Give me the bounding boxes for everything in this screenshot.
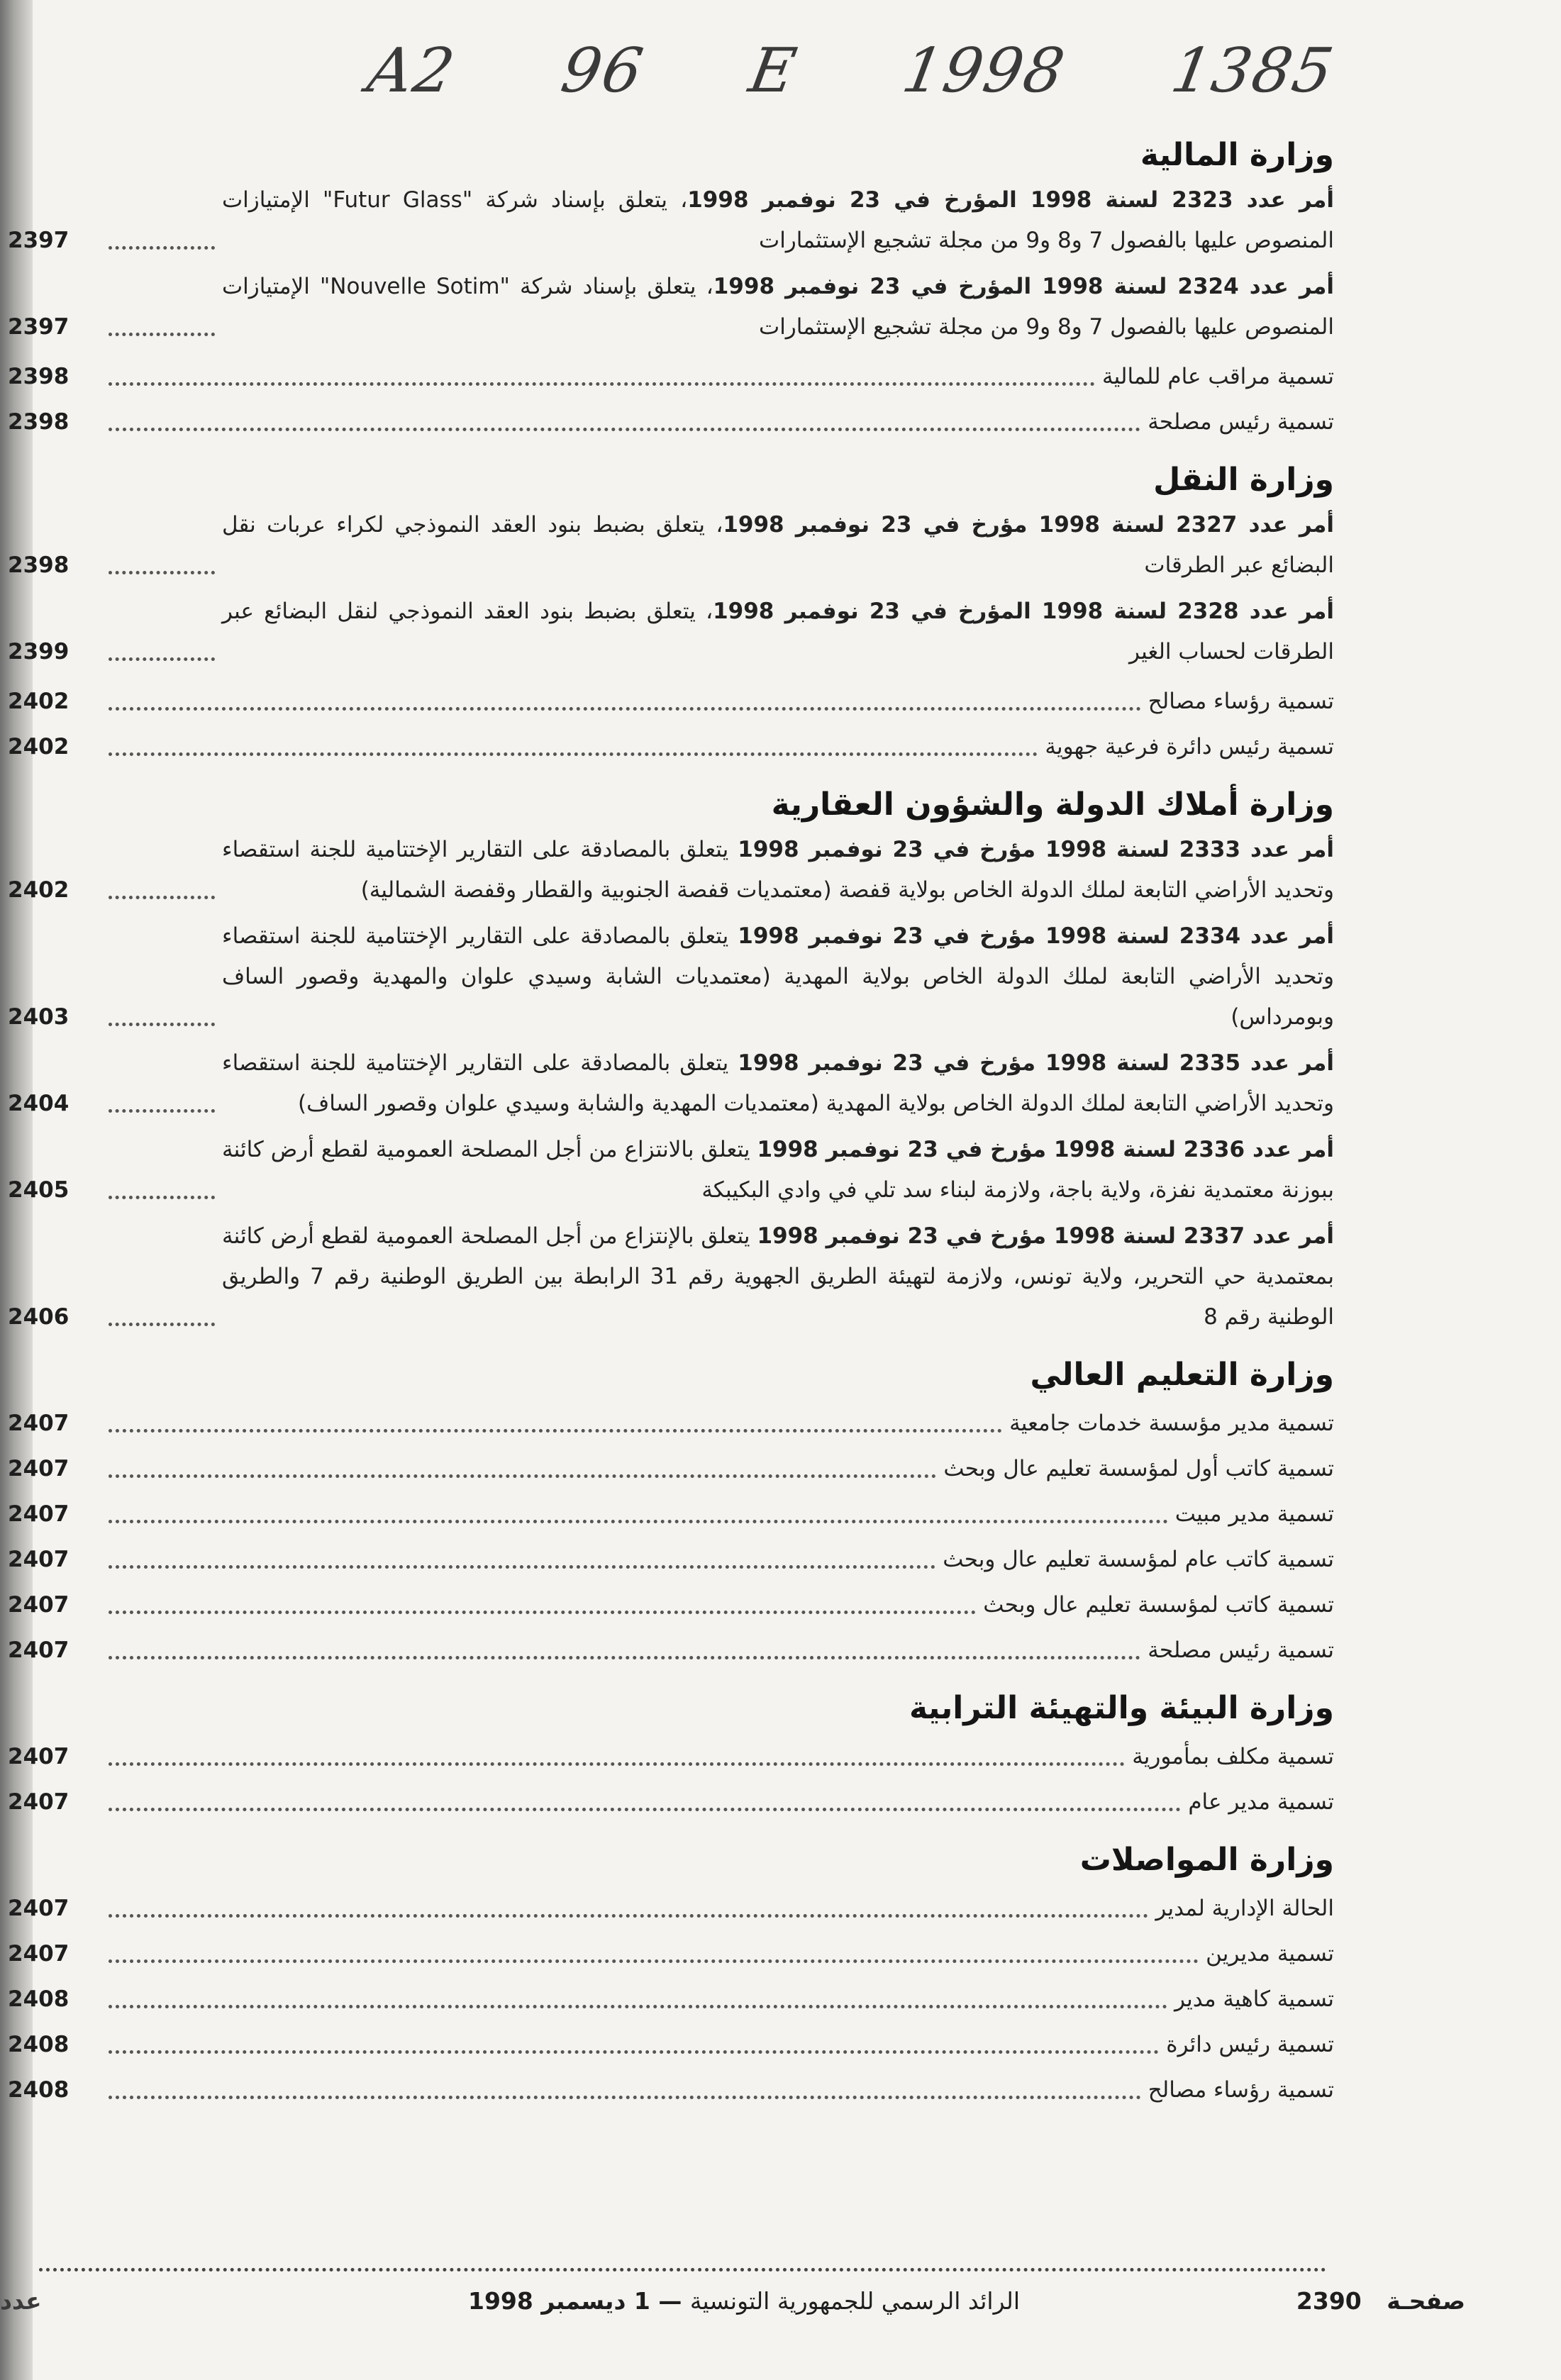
entry-text xyxy=(222,1216,1334,1338)
toc-entry xyxy=(8,1976,1334,2020)
entry-text xyxy=(222,591,1334,672)
footer-page-label: صفحـة xyxy=(1387,2287,1465,2315)
toc-entry xyxy=(8,353,1334,397)
leader-dots xyxy=(109,2005,1167,2008)
page-reference: 2405 xyxy=(8,1177,70,1203)
page-reference: 2407 xyxy=(8,1501,70,1527)
entry-text xyxy=(222,267,1334,347)
leader-dots xyxy=(109,896,215,899)
toc-entry xyxy=(8,1130,1335,1211)
handwritten-archive-stamp xyxy=(362,28,1340,113)
leader-dots xyxy=(109,1429,1002,1433)
entry-description: يتعلق بالإنتزاع من أجل المصلحة العمومية لقطع أرض كائنة بمعتمدية حي التحرير، ولاية تونس، ولازمة لتهيئة الطريق الجهوية رقم 31 الرابطة بين الطريق الوطنية رقم 7 والطريق الوطنية رقم 8 xyxy=(222,1223,1334,1330)
entry-description: تسمية كاتب عام لمؤسسة تعليم عال وبحث xyxy=(943,1547,1334,1572)
ministry-title: وزارة النقل xyxy=(1153,462,1334,498)
entry-text xyxy=(943,1449,1334,1489)
entry-text xyxy=(983,1585,1334,1625)
toc-entry xyxy=(8,505,1334,586)
entry-description: تسمية مدير مؤسسة خدمات جامعية xyxy=(1009,1411,1334,1436)
page-reference: 2407 xyxy=(8,1592,70,1618)
handwritten-mark: 1998 xyxy=(897,35,1072,106)
toc-entry xyxy=(8,1043,1334,1124)
leader-dots xyxy=(109,1656,1140,1659)
entry-description: تسمية رؤساء مصالح xyxy=(1148,689,1334,714)
leader-dots xyxy=(109,382,1095,386)
entry-text xyxy=(222,1130,1334,1211)
leader-dots xyxy=(109,1914,1148,1918)
handwritten-mark: E xyxy=(744,35,803,106)
entry-description: تسمية مكلف بمأمورية xyxy=(1132,1744,1334,1769)
entry-text xyxy=(222,1043,1334,1124)
leader-dots xyxy=(109,1565,935,1569)
entry-description: تسمية رئيس دائرة xyxy=(1166,2032,1334,2057)
page-reference: 2402 xyxy=(8,689,70,714)
leader-dots xyxy=(109,2096,1141,2099)
leader-dots xyxy=(109,333,215,336)
entry-text xyxy=(1166,2025,1334,2065)
ministry-section xyxy=(8,1686,1334,1823)
page-reference: 2399 xyxy=(8,639,70,664)
entry-text xyxy=(1148,1630,1334,1671)
toc-entry xyxy=(8,830,1334,911)
leader-dots xyxy=(109,1109,215,1113)
entry-text xyxy=(222,505,1334,586)
ministry-title: وزارة أملاك الدولة والشؤون العقارية xyxy=(771,786,1334,823)
ministry-section xyxy=(8,458,1334,767)
entry-description: يتعلق بالمصادقة على التقارير الإختتامية للجنة استقصاء وتحديد الأراضي التابعة لملك الدولة الخاص بولاية المهدية (معتمديات المهدية والشابة وسيدي علوان وقصور الساف) xyxy=(222,1050,1334,1116)
page-reference: 2407 xyxy=(8,1456,70,1481)
leader-dots xyxy=(109,246,215,250)
decree-heading: أمر عدد 2337 لسنة 1998 مؤرخ في 23 نوفمبر 1998 xyxy=(757,1223,1335,1249)
toc-entry xyxy=(8,267,1334,347)
decree-heading: أمر عدد 2336 لسنة 1998 مؤرخ في 23 نوفمبر 1998 xyxy=(757,1137,1335,1162)
page-reference: 2408 xyxy=(8,1986,70,2012)
page-reference: 2407 xyxy=(8,1789,70,1815)
entry-description: ، يتعلق بضبط بنود العقد النموذجي لكراء عربات نقل البضائع عبر الطرقات xyxy=(222,512,1334,578)
entry-text xyxy=(1155,1889,1334,1929)
toc-entry xyxy=(8,678,1334,722)
entry-text xyxy=(222,916,1334,1038)
leader-dots xyxy=(109,1611,976,1614)
leader-dots xyxy=(109,1023,215,1026)
entry-text xyxy=(1174,1979,1334,2020)
ministry-title: وزارة البيئة والتهيئة الترابية xyxy=(909,1690,1334,1726)
footer-page-number xyxy=(1296,2287,1465,2315)
entry-description: تسمية رئيس مصلحة xyxy=(1148,1637,1334,1663)
decree-heading: أمر عدد 2335 لسنة 1998 مؤرخ في 23 نوفمبر 1998 xyxy=(738,1050,1334,1076)
decree-heading: أمر عدد 2323 لسنة 1998 المؤرخ في 23 نوفمبر 1998 xyxy=(687,187,1334,213)
toc-entry xyxy=(8,1491,1334,1535)
page-reference: 2397 xyxy=(8,228,70,253)
entry-text xyxy=(1009,1403,1334,1444)
decree-heading: أمر عدد 2324 لسنة 1998 المؤرخ في 23 نوفمبر 1998 xyxy=(713,274,1334,299)
toc-entry xyxy=(8,1930,1334,1974)
entry-description: يتعلق بالانتزاع من أجل المصلحة العمومية لقطع أرض كائنة ببوزنة معتمدية نفزة، ولاية باجة، ولازمة لبناء سد تلي في وادي البكيبكة xyxy=(222,1137,1334,1203)
entry-text xyxy=(1148,682,1334,722)
toc-entry xyxy=(8,916,1334,1038)
page-footer xyxy=(0,2287,1561,2330)
handwritten-mark: A2 xyxy=(362,35,461,106)
page-reference: 2397 xyxy=(8,314,70,340)
entry-text xyxy=(222,830,1334,911)
decree-heading: أمر عدد 2333 لسنة 1998 مؤرخ في 23 نوفمبر 1998 xyxy=(738,837,1334,862)
leader-dots xyxy=(109,752,1038,756)
toc-entry xyxy=(8,1400,1334,1444)
entry-description: ، يتعلق بإسناد شركة "Futur Glass" الإمتيازات المنصوص عليها بالفصول 7 و8 و9 من مجلة تشجيع الإستثمارات xyxy=(222,187,1334,253)
page-reference: 2408 xyxy=(8,2032,70,2057)
leader-dots xyxy=(109,1808,1181,1811)
entry-description: تسمية كاتب أول لمؤسسة تعليم عال وبحث xyxy=(943,1456,1334,1481)
ministry-section xyxy=(8,783,1335,1338)
toc-entry xyxy=(8,1581,1334,1625)
entry-description: تسمية رئيس مصلحة xyxy=(1148,409,1334,435)
ministry-section xyxy=(8,1353,1334,1671)
toc-entry xyxy=(8,1445,1334,1489)
footer-journal-date: 1 ديسمبر 1998 xyxy=(468,2287,650,2315)
leader-dots xyxy=(109,1762,1125,1766)
handwritten-mark: 1385 xyxy=(1166,35,1340,106)
entry-text xyxy=(1188,1782,1334,1823)
page-reference: 2402 xyxy=(8,877,70,903)
ministry-section xyxy=(8,1838,1334,2111)
leader-dots xyxy=(109,571,215,574)
entry-description: تسمية مراقب عام للمالية xyxy=(1102,364,1334,389)
decree-heading: أمر عدد 2327 لسنة 1998 مؤرخ في 23 نوفمبر 1998 xyxy=(723,512,1334,538)
toc-entry xyxy=(8,1779,1334,1823)
entry-text xyxy=(1148,402,1334,443)
entry-text xyxy=(1102,357,1334,397)
toc-entry xyxy=(8,2021,1334,2065)
entry-description: يتعلق بالمصادقة على التقارير الإختتامية للجنة استقصاء وتحديد الأراضي التابعة لملك الدولة الخاص بولاية المهدية (معتمديات الشابة وسيدي علوان والمهدية وقصور الساف وبومرداس) xyxy=(222,923,1334,1030)
page-reference: 2406 xyxy=(8,1304,70,1330)
entry-text xyxy=(943,1540,1334,1580)
leader-dots xyxy=(109,1474,936,1478)
page-reference: 2398 xyxy=(8,364,70,389)
entry-text xyxy=(1206,1934,1334,1974)
page-reference: 2407 xyxy=(8,1547,70,1572)
footer-separator: — xyxy=(650,2287,682,2315)
page-reference: 2398 xyxy=(8,409,70,435)
toc-entry xyxy=(8,399,1334,443)
entry-text xyxy=(1132,1737,1334,1777)
toc-entry xyxy=(8,1733,1334,1777)
entry-description: تسمية رئيس دائرة فرعية جهوية xyxy=(1045,734,1334,760)
leader-dots xyxy=(109,428,1140,431)
page-reference: 2398 xyxy=(8,552,70,578)
page-reference: 2407 xyxy=(8,1941,70,1967)
page-reference: 2403 xyxy=(8,1004,70,1030)
leader-dots xyxy=(109,1196,215,1199)
entry-description: تسمية كاتب لمؤسسة تعليم عال وبحث xyxy=(983,1592,1334,1618)
entry-description: ، يتعلق بإسناد شركة "Nouvelle Sotim" الإمتيازات المنصوص عليها بالفصول 7 و8 و9 من مجلة تشجيع الإستثمارات xyxy=(222,274,1334,340)
entry-description: تسمية رؤساء مصالح xyxy=(1148,2077,1334,2103)
entry-text xyxy=(222,180,1334,261)
leader-dots xyxy=(109,2050,1159,2054)
footer-page-value: 2390 xyxy=(1296,2287,1362,2315)
toc-entry xyxy=(8,2067,1334,2111)
entry-description: تسمية مديرين xyxy=(1206,1941,1334,1967)
page-reference: 2407 xyxy=(8,1411,70,1436)
ministry-section xyxy=(8,133,1334,443)
entry-text xyxy=(1175,1494,1334,1535)
ministry-title: وزارة المالية xyxy=(1140,137,1334,173)
page-reference: 2407 xyxy=(8,1744,70,1769)
decree-heading: أمر عدد 2334 لسنة 1998 مؤرخ في 23 نوفمبر 1998 xyxy=(738,923,1334,949)
toc-entry xyxy=(8,1885,1334,1929)
entry-description: الحالة الإدارية لمدير xyxy=(1155,1896,1334,1921)
page-reference: 2402 xyxy=(8,734,70,760)
toc-entry xyxy=(8,591,1334,672)
decree-heading: أمر عدد 2328 لسنة 1998 المؤرخ في 23 نوفمبر 1998 xyxy=(713,599,1334,624)
footer-journal xyxy=(468,2287,1020,2315)
entry-text xyxy=(1148,2070,1334,2111)
entry-text xyxy=(1045,727,1334,767)
page-reference: 2407 xyxy=(8,1896,70,1921)
page-reference: 2404 xyxy=(8,1091,70,1116)
entry-description: ، يتعلق بضبط بنود العقد النموذجي لنقل البضائع عبر الطرقات لحساب الغير xyxy=(222,599,1334,664)
entry-description: تسمية مدير عام xyxy=(1188,1789,1334,1815)
ministry-title: وزارة التعليم العالي xyxy=(1030,1357,1334,1393)
leader-dots xyxy=(109,1959,1199,1963)
footer-dotted-rule xyxy=(39,2268,1326,2271)
entry-description: يتعلق بالمصادقة على التقارير الإختتامية للجنة استقصاء وتحديد الأراضي التابعة لملك الدولة الخاص بولاية قفصة (معتمديات قفصة الجنوبية والقطار وقفصة الشمالية) xyxy=(222,837,1334,903)
toc-entry xyxy=(8,1536,1334,1580)
toc-entry xyxy=(8,1627,1334,1671)
toc-entry xyxy=(8,723,1334,767)
ministry-title: وزارة المواصلات xyxy=(1079,1842,1334,1878)
leader-dots xyxy=(109,1323,215,1326)
handwritten-mark: 96 xyxy=(555,35,649,106)
leader-dots xyxy=(109,1520,1168,1523)
page-reference: 2408 xyxy=(8,2077,70,2103)
toc-entry xyxy=(8,1216,1335,1338)
footer-edge-fragment: عدد xyxy=(0,2287,42,2315)
toc-entry xyxy=(8,180,1334,261)
page-reference: 2407 xyxy=(8,1637,70,1663)
leader-dots xyxy=(109,657,215,661)
entry-description: تسمية كاهية مدير xyxy=(1174,1986,1334,2012)
entry-description: تسمية مدير مبيت xyxy=(1174,1501,1334,1527)
leader-dots xyxy=(109,707,1141,711)
footer-journal-title: الرائد الرسمي للجمهورية التونسية xyxy=(689,2287,1021,2315)
table-of-contents xyxy=(8,133,1335,2126)
